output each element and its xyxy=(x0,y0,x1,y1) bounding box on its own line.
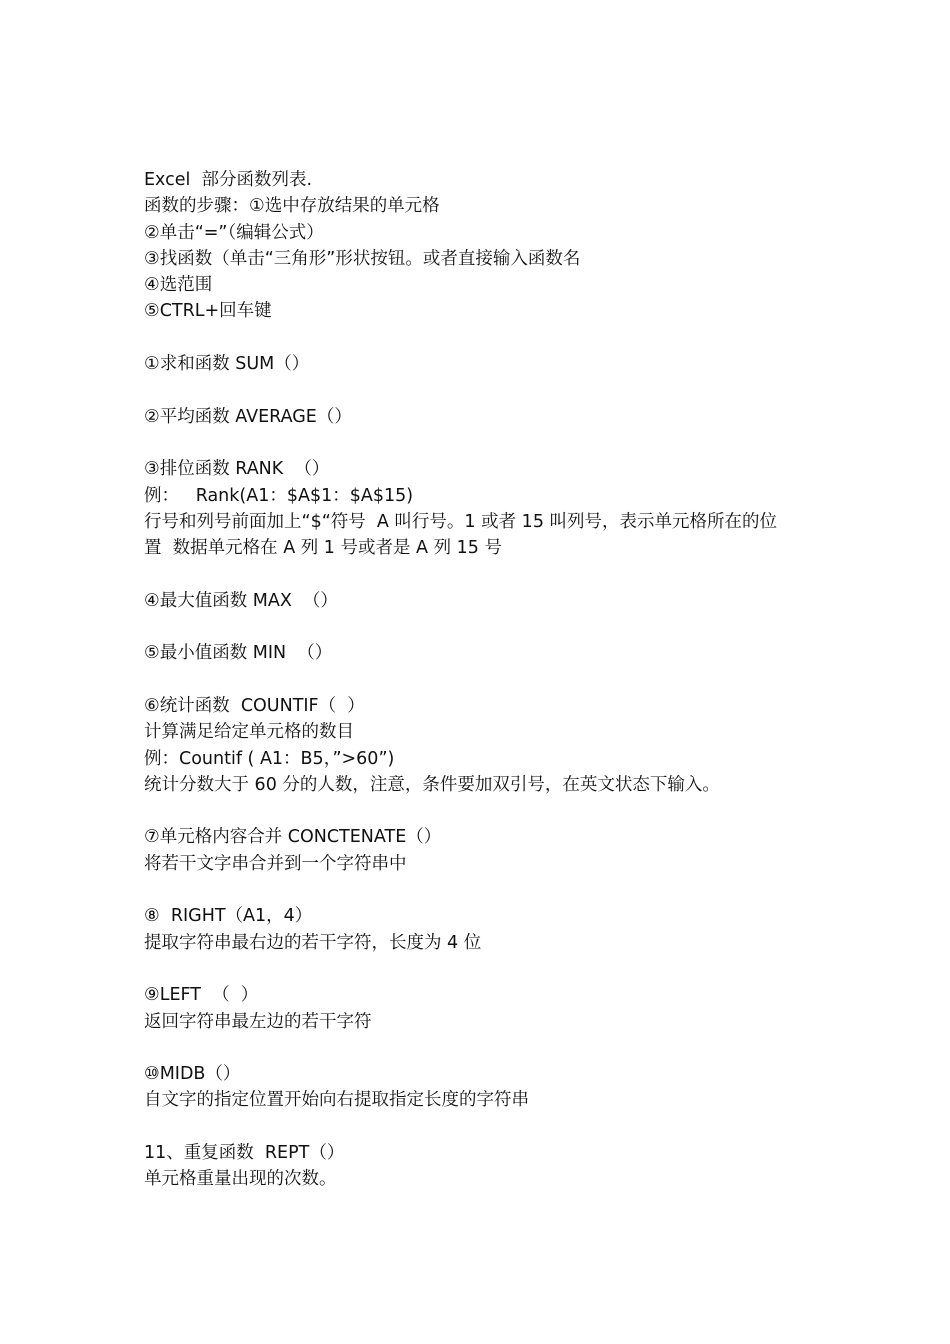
average-function-line: ②平均函数 AVERAGE（） xyxy=(144,406,352,427)
sum-function-line: ①求和函数 SUM（） xyxy=(144,354,310,375)
right-function-line: ⑧ RIGHT（A1，4） xyxy=(144,906,313,927)
countif-function-line: ⑥统计函数 COUNTIF（ ） xyxy=(144,695,365,716)
blank-line xyxy=(144,614,834,640)
rank-note-line-1: 行号和列号前面加上“$“符号 A 叫行号。1 或者 15 叫列号，表示单元格所在的位 xyxy=(144,511,778,532)
right-description-line: 提取字符串最右边的若干字符，长度为 4 位 xyxy=(144,932,482,953)
rept-description-line: 单元格重量出现的次数。 xyxy=(144,1169,337,1190)
countif-description-line: 计算满足给定单元格的数目 xyxy=(144,722,354,743)
concatenate-description-line: 将若干文字串合并到一个字符串中 xyxy=(144,853,407,874)
steps-line-3: ③找函数（单击“三角形”形状按钮。或者直接输入函数名 xyxy=(144,248,581,269)
midb-description-line: 自文字的指定位置开始向右提取指定长度的字符串 xyxy=(144,1090,529,1111)
countif-example-line: 例：Countif ( A1：B5，”>60”) xyxy=(144,748,395,769)
blank-line xyxy=(144,798,834,824)
blank-line xyxy=(144,956,834,982)
blank-line xyxy=(144,430,834,456)
steps-line-2: ②单击“=”（编辑公式） xyxy=(144,222,324,243)
countif-note-line: 统计分数大于 60 分的人数，注意，条件要加双引号，在英文状态下输入。 xyxy=(144,774,720,795)
blank-line xyxy=(144,1114,834,1140)
steps-line-5: ⑤CTRL+回车键 xyxy=(144,301,272,322)
document-body xyxy=(144,167,834,1193)
blank-line xyxy=(144,1035,834,1061)
blank-line xyxy=(144,325,834,351)
min-function-line: ⑤最小值函数 MIN （） xyxy=(144,643,333,664)
left-function-line: ⑨LEFT （ ） xyxy=(144,985,259,1006)
document-title: Excel 部分函数列表. xyxy=(144,170,313,190)
midb-function-line: ⑩MIDB（） xyxy=(144,1064,241,1085)
steps-line-4: ④选范围 xyxy=(144,275,213,296)
rank-note-line-2: 置 数据单元格在 A 列 1 号或者是 A 列 15 号 xyxy=(144,538,502,559)
rept-function-line: 11、重复函数 REPT（） xyxy=(144,1142,345,1163)
left-description-line: 返回字符串最左边的若干字符 xyxy=(144,1011,372,1032)
blank-line xyxy=(144,667,834,693)
steps-line-1: 函数的步骤：①选中存放结果的单元格 xyxy=(144,196,440,217)
blank-line xyxy=(144,877,834,903)
blank-line xyxy=(144,377,834,403)
blank-line xyxy=(144,561,834,587)
rank-function-line: ③排位函数 RANK （） xyxy=(144,459,330,480)
concatenate-function-line: ⑦单元格内容合并 CONCTENATE（） xyxy=(144,827,442,848)
rank-example-line: 例： Rank(A1：$A$1：$A$15) xyxy=(144,485,414,506)
max-function-line: ④最大值函数 MAX （） xyxy=(144,590,338,611)
